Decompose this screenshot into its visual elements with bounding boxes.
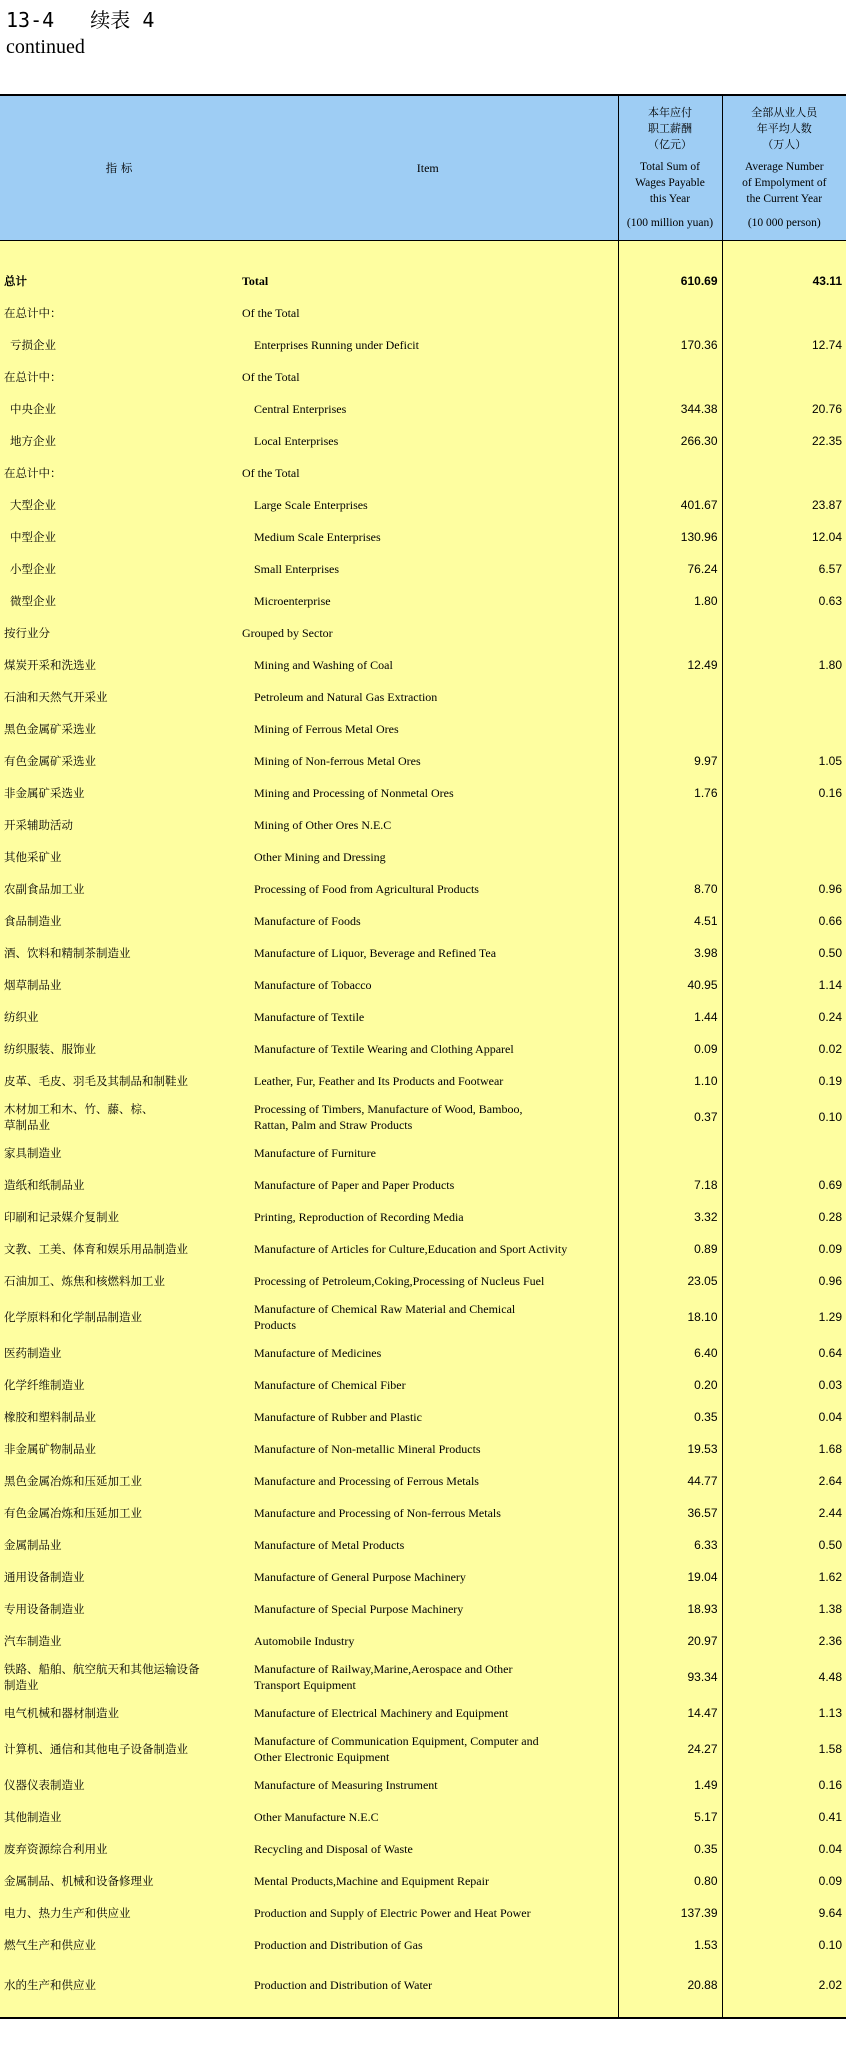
item-en: Petroleum and Natural Gas Extraction (238, 681, 618, 713)
item-en: Mining and Processing of Nonmetal Ores (238, 777, 618, 809)
header-wages (618, 95, 722, 241)
item-en: Production and Supply of Electric Power and Heat Power (238, 1897, 618, 1929)
item-en: Of the Total (238, 361, 618, 393)
employment-value (722, 297, 846, 329)
page-subtitle: continued (6, 36, 85, 58)
item-en: Large Scale Enterprises (238, 489, 618, 521)
wages-value: 20.88 (618, 1961, 722, 2017)
table-row (0, 1929, 846, 1961)
statistics-table (0, 94, 846, 2017)
employment-value: 12.74 (722, 329, 846, 361)
wages-value: 18.93 (618, 1593, 722, 1625)
employment-value (722, 617, 846, 649)
employment-value: 0.41 (722, 1801, 846, 1833)
table-row (0, 1497, 846, 1529)
employment-value: 6.57 (722, 553, 846, 585)
table-row (0, 809, 846, 841)
employment-value: 0.50 (722, 937, 846, 969)
employment-value: 0.24 (722, 1001, 846, 1033)
header-employment-cn: 全部从业人员 年平均人数 （万人） (751, 106, 818, 151)
indicator-cn: 总计 (0, 241, 238, 298)
item-en: Manufacture of Measuring Instrument (238, 1769, 618, 1801)
wages-value: 0.20 (618, 1369, 722, 1401)
indicator-cn: 按行业分 (0, 617, 238, 649)
item-en: Processing of Food from Agricultural Products (238, 873, 618, 905)
table-row (0, 777, 846, 809)
employment-value: 1.13 (722, 1697, 846, 1729)
table-header (0, 95, 846, 241)
indicator-cn: 铁路、船舶、航空航天和其他运输设备 制造业 (0, 1657, 238, 1697)
table-row (0, 1169, 846, 1201)
item-en: Mental Products,Machine and Equipment Repair (238, 1865, 618, 1897)
table-row (0, 1097, 846, 1137)
table-row (0, 297, 846, 329)
indicator-cn: 开采辅助活动 (0, 809, 238, 841)
table-row (0, 553, 846, 585)
item-en: Manufacture of Communication Equipment, Computer and Other Electronic Equipment (238, 1729, 618, 1769)
indicator-cn: 亏损企业 (0, 329, 238, 361)
header-employment-unit: (10 000 person) (747, 217, 821, 229)
header-wages-unit: (100 million yuan) (626, 217, 714, 229)
table-row (0, 1561, 846, 1593)
table-row (0, 905, 846, 937)
indicator-cn: 烟草制品业 (0, 969, 238, 1001)
item-en: Manufacture of Foods (238, 905, 618, 937)
employment-value: 20.76 (722, 393, 846, 425)
wages-value: 7.18 (618, 1169, 722, 1201)
table-row (0, 873, 846, 905)
table-row (0, 1033, 846, 1065)
wages-value: 23.05 (618, 1265, 722, 1297)
wages-value (618, 713, 722, 745)
employment-value: 9.64 (722, 1897, 846, 1929)
table-row (0, 681, 846, 713)
indicator-cn: 橡胶和塑料制品业 (0, 1401, 238, 1433)
table-row (0, 1369, 846, 1401)
employment-value: 0.04 (722, 1401, 846, 1433)
employment-value: 1.62 (722, 1561, 846, 1593)
table-row (0, 1337, 846, 1369)
indicator-cn: 农副食品加工业 (0, 873, 238, 905)
page-title: 13-4 续表 4 (6, 8, 155, 32)
item-en: Manufacture of Railway,Marine,Aerospace and Other Transport Equipment (238, 1657, 618, 1697)
item-en: Other Manufacture N.E.C (238, 1801, 618, 1833)
item-en: Production and Distribution of Gas (238, 1929, 618, 1961)
employment-value: 43.11 (722, 241, 846, 298)
indicator-cn: 计算机、通信和其他电子设备制造业 (0, 1729, 238, 1769)
item-en: Production and Distribution of Water (238, 1961, 618, 2017)
employment-value: 22.35 (722, 425, 846, 457)
indicator-cn: 有色金属矿采选业 (0, 745, 238, 777)
wages-value (618, 1137, 722, 1169)
indicator-cn: 酒、饮料和精制茶制造业 (0, 937, 238, 969)
wages-value: 76.24 (618, 553, 722, 585)
item-en: Manufacture of Metal Products (238, 1529, 618, 1561)
table-row (0, 457, 846, 489)
table-row (0, 393, 846, 425)
item-en: Mining of Other Ores N.E.C (238, 809, 618, 841)
wages-value: 0.80 (618, 1865, 722, 1897)
item-en: Of the Total (238, 457, 618, 489)
indicator-cn: 电气机械和器材制造业 (0, 1697, 238, 1729)
wages-value (618, 361, 722, 393)
indicator-cn: 其他制造业 (0, 1801, 238, 1833)
table-row (0, 1769, 846, 1801)
table-row (0, 1961, 846, 2017)
indicator-cn: 大型企业 (0, 489, 238, 521)
wages-value: 14.47 (618, 1697, 722, 1729)
item-en: Manufacture of Furniture (238, 1137, 618, 1169)
item-en: Recycling and Disposal of Waste (238, 1833, 618, 1865)
indicator-cn: 水的生产和供应业 (0, 1961, 238, 2017)
wages-value: 40.95 (618, 969, 722, 1001)
indicator-cn: 煤炭开采和洗选业 (0, 649, 238, 681)
employment-value (722, 457, 846, 489)
wages-value: 6.40 (618, 1337, 722, 1369)
table-row (0, 1897, 846, 1929)
table-row (0, 937, 846, 969)
table-row (0, 969, 846, 1001)
wages-value: 12.49 (618, 649, 722, 681)
item-en: Manufacture of Paper and Paper Products (238, 1169, 618, 1201)
item-en: Central Enterprises (238, 393, 618, 425)
item-en: Manufacture of Chemical Raw Material and Chemical Products (238, 1297, 618, 1337)
wages-value: 5.17 (618, 1801, 722, 1833)
indicator-cn: 微型企业 (0, 585, 238, 617)
item-en: Manufacture of Chemical Fiber (238, 1369, 618, 1401)
table-row (0, 1137, 846, 1169)
wages-value: 266.30 (618, 425, 722, 457)
table-row (0, 1265, 846, 1297)
header-indicator-cn: 指 标 (0, 95, 238, 241)
table-row (0, 1625, 846, 1657)
item-en: Manufacture of Non-metallic Mineral Products (238, 1433, 618, 1465)
table-row (0, 649, 846, 681)
table-row (0, 1233, 846, 1265)
wages-value (618, 457, 722, 489)
wages-value (618, 681, 722, 713)
wages-value: 20.97 (618, 1625, 722, 1657)
wages-value (618, 841, 722, 873)
indicator-cn: 化学原料和化学制品制造业 (0, 1297, 238, 1337)
employment-value (722, 1137, 846, 1169)
employment-value: 0.10 (722, 1097, 846, 1137)
table-row (0, 585, 846, 617)
employment-value: 0.09 (722, 1865, 846, 1897)
wages-value: 137.39 (618, 1897, 722, 1929)
item-en: Manufacture and Processing of Ferrous Metals (238, 1465, 618, 1497)
indicator-cn: 中型企业 (0, 521, 238, 553)
employment-value: 0.28 (722, 1201, 846, 1233)
table-row (0, 745, 846, 777)
table-row (0, 1729, 846, 1769)
wages-value: 9.97 (618, 745, 722, 777)
header-wages-cn: 本年应付 职工薪酬 （亿元） (648, 106, 692, 151)
indicator-cn: 黑色金属矿采选业 (0, 713, 238, 745)
employment-value: 0.19 (722, 1065, 846, 1097)
table-row (0, 361, 846, 393)
item-en: Manufacture of Electrical Machinery and Equipment (238, 1697, 618, 1729)
item-en: Manufacture of Textile (238, 1001, 618, 1033)
indicator-cn: 化学纤维制造业 (0, 1369, 238, 1401)
indicator-cn: 印刷和记录媒介复制业 (0, 1201, 238, 1233)
employment-value (722, 681, 846, 713)
wages-value: 130.96 (618, 521, 722, 553)
employment-value: 0.64 (722, 1337, 846, 1369)
table-row (0, 617, 846, 649)
bottom-rule (0, 2017, 846, 2019)
table-row (0, 1697, 846, 1729)
indicator-cn: 在总计中： (0, 297, 238, 329)
table-body (0, 241, 846, 2018)
item-en: Total (238, 241, 618, 298)
employment-value: 4.48 (722, 1657, 846, 1697)
table-row (0, 1465, 846, 1497)
employment-value (722, 841, 846, 873)
item-en: Manufacture of Articles for Culture,Education and Sport Activity (238, 1233, 618, 1265)
item-en: Manufacture of Tobacco (238, 969, 618, 1001)
wages-value: 1.44 (618, 1001, 722, 1033)
indicator-cn: 地方企业 (0, 425, 238, 457)
wages-value (618, 617, 722, 649)
header-item-en: Item (238, 95, 618, 241)
item-en: Enterprises Running under Deficit (238, 329, 618, 361)
employment-value: 0.03 (722, 1369, 846, 1401)
item-en: Of the Total (238, 297, 618, 329)
indicator-cn: 纺织服装、服饰业 (0, 1033, 238, 1065)
employment-value (722, 809, 846, 841)
table-row (0, 1001, 846, 1033)
wages-value: 44.77 (618, 1465, 722, 1497)
header-wages-en: Total Sum of Wages Payable this Year (635, 161, 705, 205)
employment-value: 2.64 (722, 1465, 846, 1497)
item-en: Manufacture of Medicines (238, 1337, 618, 1369)
employment-value: 12.04 (722, 521, 846, 553)
item-en: Manufacture of Liquor, Beverage and Refined Tea (238, 937, 618, 969)
table-row (0, 1865, 846, 1897)
indicator-cn: 电力、热力生产和供应业 (0, 1897, 238, 1929)
indicator-cn: 造纸和纸制品业 (0, 1169, 238, 1201)
wages-value: 0.35 (618, 1401, 722, 1433)
employment-value (722, 361, 846, 393)
item-en: Processing of Timbers, Manufacture of Wood, Bamboo, Rattan, Palm and Straw Products (238, 1097, 618, 1137)
header-employment (722, 95, 846, 241)
table-row (0, 1593, 846, 1625)
wages-value: 170.36 (618, 329, 722, 361)
wages-value: 36.57 (618, 1497, 722, 1529)
indicator-cn: 在总计中： (0, 361, 238, 393)
item-en: Processing of Petroleum,Coking,Processing of Nucleus Fuel (238, 1265, 618, 1297)
indicator-cn: 汽车制造业 (0, 1625, 238, 1657)
wages-value: 1.80 (618, 585, 722, 617)
indicator-cn: 通用设备制造业 (0, 1561, 238, 1593)
wages-value: 344.38 (618, 393, 722, 425)
item-en: Printing, Reproduction of Recording Media (238, 1201, 618, 1233)
employment-value: 1.29 (722, 1297, 846, 1337)
item-en: Manufacture of General Purpose Machinery (238, 1561, 618, 1593)
indicator-cn: 食品制造业 (0, 905, 238, 937)
employment-value: 0.69 (722, 1169, 846, 1201)
indicator-cn: 仪器仪表制造业 (0, 1769, 238, 1801)
employment-value: 1.80 (722, 649, 846, 681)
table-row (0, 841, 846, 873)
table-row (0, 713, 846, 745)
employment-value: 0.96 (722, 873, 846, 905)
item-en: Microenterprise (238, 585, 618, 617)
wages-value: 0.09 (618, 1033, 722, 1065)
wages-value: 3.32 (618, 1201, 722, 1233)
wages-value: 8.70 (618, 873, 722, 905)
indicator-cn: 在总计中： (0, 457, 238, 489)
indicator-cn: 废弃资源综合利用业 (0, 1833, 238, 1865)
employment-value: 0.16 (722, 1769, 846, 1801)
employment-value (722, 713, 846, 745)
item-en: Mining of Non-ferrous Metal Ores (238, 745, 618, 777)
employment-value: 1.38 (722, 1593, 846, 1625)
table-row (0, 1657, 846, 1697)
employment-value: 2.36 (722, 1625, 846, 1657)
wages-value (618, 297, 722, 329)
employment-value: 1.68 (722, 1433, 846, 1465)
indicator-cn: 非金属矿物制品业 (0, 1433, 238, 1465)
wages-value: 19.53 (618, 1433, 722, 1465)
wages-value: 4.51 (618, 905, 722, 937)
table-row (0, 489, 846, 521)
table-row (0, 1433, 846, 1465)
item-en: Mining of Ferrous Metal Ores (238, 713, 618, 745)
employment-value: 0.02 (722, 1033, 846, 1065)
indicator-cn: 文教、工美、体育和娱乐用品制造业 (0, 1233, 238, 1265)
item-en: Medium Scale Enterprises (238, 521, 618, 553)
indicator-cn: 金属制品业 (0, 1529, 238, 1561)
table-row (0, 329, 846, 361)
item-en: Small Enterprises (238, 553, 618, 585)
wages-value: 19.04 (618, 1561, 722, 1593)
item-en: Mining and Washing of Coal (238, 649, 618, 681)
wages-value: 93.34 (618, 1657, 722, 1697)
wages-value (618, 809, 722, 841)
indicator-cn: 燃气生产和供应业 (0, 1929, 238, 1961)
employment-value: 23.87 (722, 489, 846, 521)
wages-value: 3.98 (618, 937, 722, 969)
wages-value: 18.10 (618, 1297, 722, 1337)
wages-value: 1.10 (618, 1065, 722, 1097)
employment-value: 0.63 (722, 585, 846, 617)
employment-value: 0.50 (722, 1529, 846, 1561)
wages-value: 0.35 (618, 1833, 722, 1865)
indicator-cn: 小型企业 (0, 553, 238, 585)
employment-value: 0.04 (722, 1833, 846, 1865)
table-row (0, 1529, 846, 1561)
item-en: Manufacture of Textile Wearing and Clothing Apparel (238, 1033, 618, 1065)
item-en: Grouped by Sector (238, 617, 618, 649)
indicator-cn: 金属制品、机械和设备修理业 (0, 1865, 238, 1897)
wages-value: 1.49 (618, 1769, 722, 1801)
item-en: Manufacture of Special Purpose Machinery (238, 1593, 618, 1625)
wages-value: 24.27 (618, 1729, 722, 1769)
table-row (0, 1401, 846, 1433)
indicator-cn: 纺织业 (0, 1001, 238, 1033)
wages-value: 1.76 (618, 777, 722, 809)
indicator-cn: 其他采矿业 (0, 841, 238, 873)
item-en: Other Mining and Dressing (238, 841, 618, 873)
wages-value: 6.33 (618, 1529, 722, 1561)
table-row (0, 1297, 846, 1337)
employment-value: 1.14 (722, 969, 846, 1001)
table-row (0, 1065, 846, 1097)
wages-value: 0.37 (618, 1097, 722, 1137)
indicator-cn: 木材加工和木、竹、藤、棕、 草制品业 (0, 1097, 238, 1137)
employment-value: 1.05 (722, 745, 846, 777)
table-row (0, 425, 846, 457)
wages-value: 1.53 (618, 1929, 722, 1961)
indicator-cn: 医药制造业 (0, 1337, 238, 1369)
indicator-cn: 非金属矿采选业 (0, 777, 238, 809)
employment-value: 1.58 (722, 1729, 846, 1769)
table-row (0, 1801, 846, 1833)
indicator-cn: 有色金属冶炼和压延加工业 (0, 1497, 238, 1529)
header-employment-en: Average Number of Empolyment of the Current Year (742, 161, 827, 205)
indicator-cn: 石油加工、炼焦和核燃料加工业 (0, 1265, 238, 1297)
item-en: Manufacture of Rubber and Plastic (238, 1401, 618, 1433)
item-en: Automobile Industry (238, 1625, 618, 1657)
table-row (0, 241, 846, 298)
wages-value: 0.89 (618, 1233, 722, 1265)
item-en: Manufacture and Processing of Non-ferrous Metals (238, 1497, 618, 1529)
employment-value: 0.66 (722, 905, 846, 937)
item-en: Leather, Fur, Feather and Its Products and Footwear (238, 1065, 618, 1097)
table-row (0, 521, 846, 553)
table-row (0, 1201, 846, 1233)
indicator-cn: 家具制造业 (0, 1137, 238, 1169)
employment-value: 2.44 (722, 1497, 846, 1529)
indicator-cn: 黑色金属冶炼和压延加工业 (0, 1465, 238, 1497)
employment-value: 0.16 (722, 777, 846, 809)
table-row (0, 1833, 846, 1865)
employment-value: 0.10 (722, 1929, 846, 1961)
indicator-cn: 中央企业 (0, 393, 238, 425)
employment-value: 2.02 (722, 1961, 846, 2017)
employment-value: 0.09 (722, 1233, 846, 1265)
wages-value: 610.69 (618, 241, 722, 298)
wages-value: 401.67 (618, 489, 722, 521)
employment-value: 0.96 (722, 1265, 846, 1297)
indicator-cn: 皮革、毛皮、羽毛及其制品和制鞋业 (0, 1065, 238, 1097)
item-en: Local Enterprises (238, 425, 618, 457)
indicator-cn: 专用设备制造业 (0, 1593, 238, 1625)
indicator-cn: 石油和天然气开采业 (0, 681, 238, 713)
